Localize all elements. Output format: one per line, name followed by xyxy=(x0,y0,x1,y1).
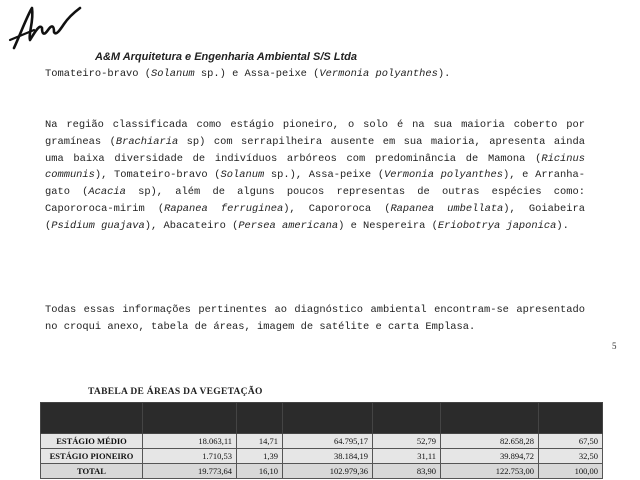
paragraph-1 xyxy=(45,66,585,83)
species-name: Psidium guajava xyxy=(51,219,145,232)
text-run: Todas essas informações pertinentes ao diagnóstico ambiental encontram-se apresentado no croqui anexo, tabela de áreas, imagem de satélite e carta Emplasa. xyxy=(45,304,585,333)
text-run: ), Abacateiro ( xyxy=(144,219,239,232)
species-name: Brachiaria xyxy=(115,135,179,148)
page-number: 5 xyxy=(612,341,617,351)
species-name: Rapanea ferruginea xyxy=(164,202,284,215)
table-row xyxy=(41,434,603,449)
table-row xyxy=(41,449,603,464)
species-name: Acacia xyxy=(88,186,126,199)
table-cell: 32,50 xyxy=(539,449,603,464)
text-run: Tomateiro-bravo ( xyxy=(45,68,152,80)
handwritten-signature xyxy=(6,0,86,52)
species-name: Vermonia polyanthes xyxy=(384,169,503,182)
species-name: Eriobotrya japonica xyxy=(437,219,557,232)
text-run: ), Capororoca ( xyxy=(283,202,391,215)
table-cell: 64.795,17 xyxy=(283,434,373,449)
table-cell: 16,10 xyxy=(237,464,283,479)
species-name: Ricinus communis xyxy=(45,152,585,182)
text-run: ) e Nespereira ( xyxy=(338,219,438,232)
table-cell: 122.753,00 xyxy=(441,464,539,479)
species-name: Persea americana xyxy=(238,219,339,232)
table-cell: 14,71 xyxy=(237,434,283,449)
table-cell: 39.894,72 xyxy=(441,449,539,464)
paragraph-2 xyxy=(45,117,585,235)
table-cell: 67,50 xyxy=(539,434,603,449)
species-name: Vermonia polyanthes xyxy=(319,68,438,80)
table-cell: 1.710,53 xyxy=(143,449,237,464)
text-run: sp) com serrapilheira ausente em sua maioria, apresenta ainda uma baixa diversidade de indivíduos arbóreos com predominância de Mamona ( xyxy=(45,135,585,165)
text-run: Na região classificada como estágio pioneiro, o solo é na sua maioria coberto por gramíneas ( xyxy=(45,119,585,148)
table-cell: 1,39 xyxy=(237,449,283,464)
text-run: sp.), Assa-peixe ( xyxy=(264,169,385,182)
table-cell: 102.979,36 xyxy=(283,464,373,479)
species-name: Solanum xyxy=(220,169,265,182)
table-title: TABELA DE ÁREAS DA VEGETAÇÃO xyxy=(88,387,263,397)
text-run: ), Tomateiro-bravo ( xyxy=(94,169,221,182)
table-cell: 100,00 xyxy=(539,464,603,479)
text-run: ). xyxy=(556,219,569,232)
table-cell: 19.773,64 xyxy=(143,464,237,479)
paragraph-3 xyxy=(45,302,585,336)
table-row xyxy=(41,464,603,479)
species-name: Solanum xyxy=(151,68,195,80)
row-label: ESTÁGIO PIONEIRO xyxy=(41,449,143,464)
row-label: ESTÁGIO MÉDIO xyxy=(41,434,143,449)
row-label: TOTAL xyxy=(41,464,143,479)
vegetation-area-table xyxy=(40,402,602,479)
table-cell: 18.063,11 xyxy=(143,434,237,449)
species-name: Rapanea umbellata xyxy=(390,202,504,215)
text-run: ), e Arranha-gato ( xyxy=(45,169,585,199)
table-cell: 38.184,19 xyxy=(283,449,373,464)
text-run: ), Goiabeira ( xyxy=(45,202,585,232)
table-cell: 31,11 xyxy=(373,449,441,464)
text-run: sp), além de alguns poucos representas de outras espécies como: Capororoca-mirim ( xyxy=(45,186,585,215)
text-run: ). xyxy=(437,68,451,80)
table-header-row xyxy=(41,403,603,434)
table-cell: 83,90 xyxy=(373,464,441,479)
table-cell: 52,79 xyxy=(373,434,441,449)
text-run: sp.) e Assa-peixe ( xyxy=(194,68,320,80)
table-cell: 82.658,28 xyxy=(441,434,539,449)
company-header: A&M Arquitetura e Engenharia Ambiental S/S Ltda xyxy=(95,51,357,63)
